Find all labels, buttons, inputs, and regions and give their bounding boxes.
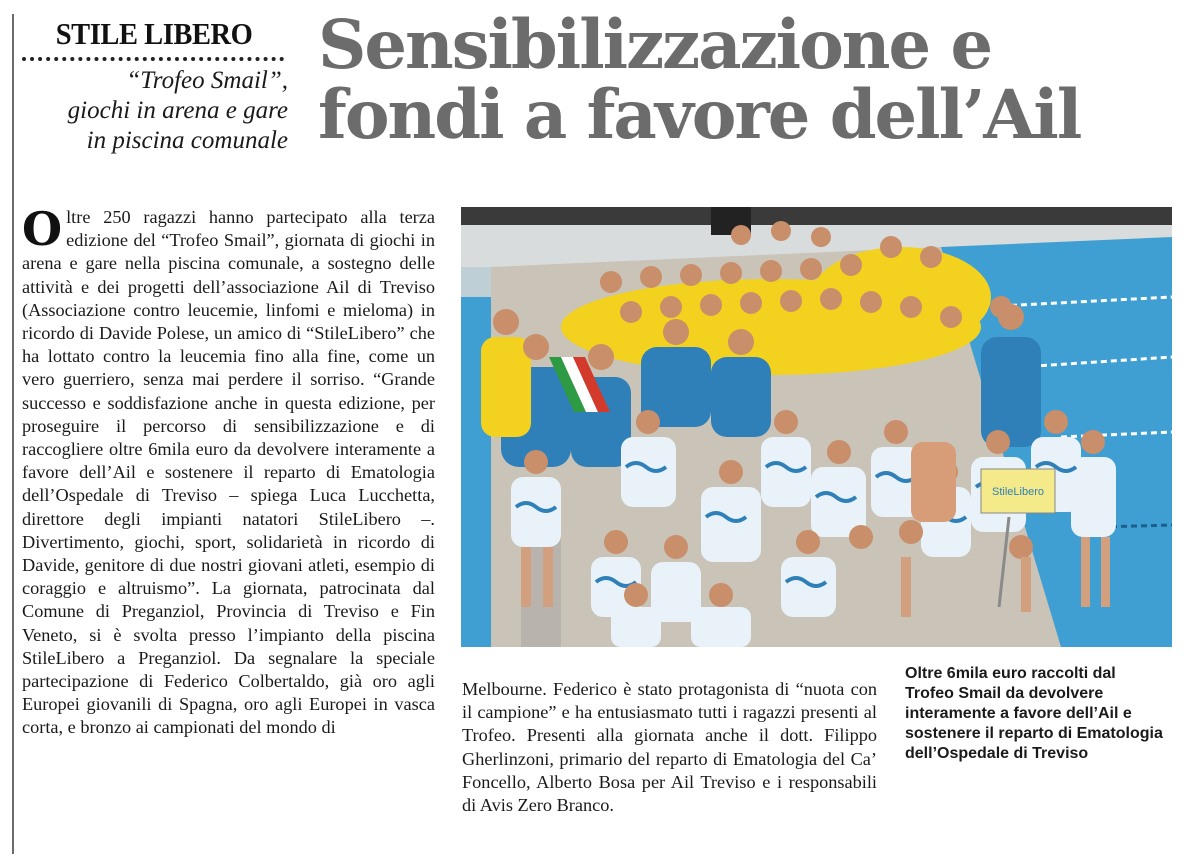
article-column-1 bbox=[22, 202, 435, 740]
article-paragraph: ltre 250 ragazzi hanno partecipato alla terza edizione del “Trofeo Smail”, giornata di giochi in arena e gare nella piscina comunale, a sostegno delle attività e dei progetti dell’associazione Ail di Treviso (Associazione contro leucemie, linfomi e mieloma) in ricordo di Davide Polese, un amico di “StileLibero” che ha lottato contro la leucemia fino alla fine, come un vero guerriero, senza mai perdere il sorriso. “Grande successo e soddisfazione anche in questa edizione, per proseguire il percorso di sensibilizzazione e di raccogliere oltre 6mila euro da devolvere interamente a favore dell’Ail e sostenere il reparto di Ematologia dell’Ospedale di Treviso – spiega Luca Lucchetta, direttore degli impianti natatori StileLibero –. Divertimento, giochi, sport, solidarietà in ricordo di Davide, genitore di due nostri giovani atleti, esempio di coraggio e altruismo”. La giornata, patrocinata dal Comune di Preganziol, Provincia di Treviso e Fin Veneto, si è svolta presso l’impianto della piscina StileLibero a Preganziol. Da segnalare la speciale partecipazione di Federico Colbertaldo, già oro agli Europei giovanili di Spagna, oro agli Europei in vasca corta, e bronzo ai campionati del mondo di bbox=[22, 207, 435, 738]
section-label: STILE LIBERO bbox=[55, 16, 253, 51]
column-rule bbox=[12, 14, 14, 854]
subtitle-line: “Trofeo Smail”, bbox=[126, 67, 288, 94]
drop-cap: O bbox=[22, 202, 63, 256]
sign-text: StileLibero bbox=[992, 486, 1044, 498]
headline-line: Sensibilizzazione e bbox=[318, 5, 992, 84]
subtitle-line: giochi in arena e gare bbox=[67, 97, 288, 124]
headline-line: fondi a favore dell’Ail bbox=[318, 75, 1081, 154]
subtitle bbox=[18, 66, 288, 156]
headline bbox=[318, 5, 1198, 154]
team-photo-illustration bbox=[461, 207, 1172, 647]
dotted-divider bbox=[22, 57, 284, 61]
team-photo bbox=[461, 207, 1172, 647]
photo-caption: Oltre 6mila euro raccolti dal Trofeo Smail da devolvere interamente a favore dell’Ail e sostenere il reparto di Ematologia dell’Ospedale di Treviso bbox=[905, 665, 1163, 762]
article-column-2: Melbourne. Federico è stato protagonista di “nuota con il campione” e ha entusiasmato tutti i ragazzi presenti al Trofeo. Presenti alla giornata anche il dott. Filippo Gherlinzoni, primario del reparto di Ematologia del Ca’ Foncello, Alberto Bosa per Ail Treviso e i responsabili di Avis Zero Branco. bbox=[462, 679, 877, 816]
subtitle-line: in piscina comunale bbox=[86, 127, 288, 154]
